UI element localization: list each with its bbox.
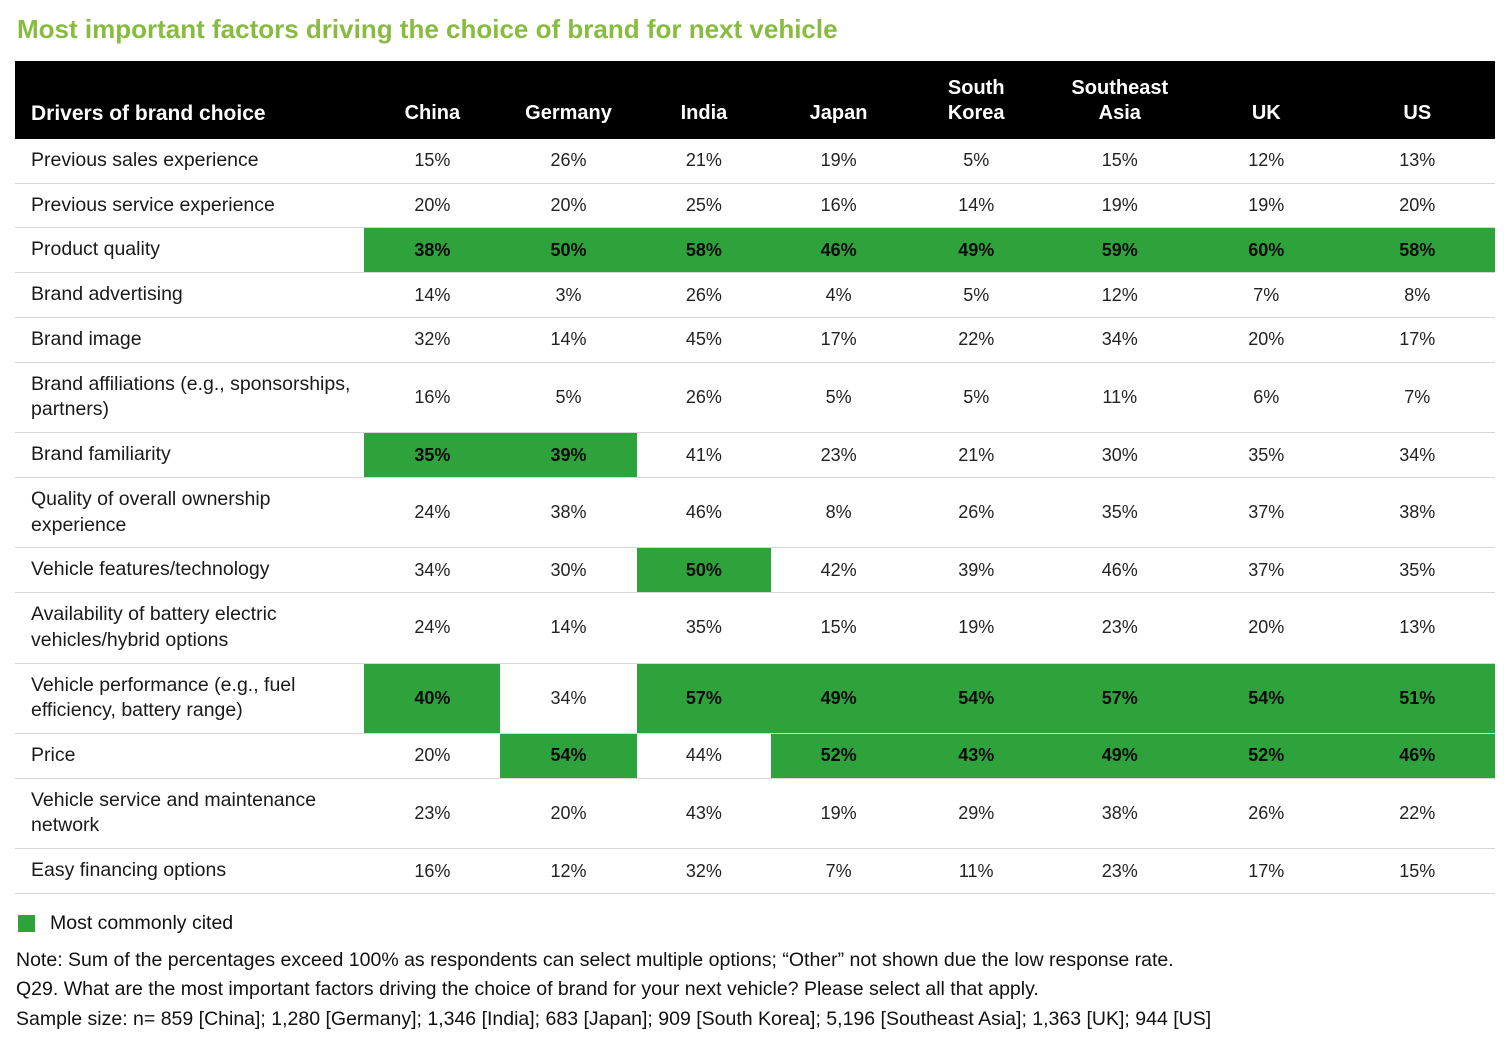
table-cell: 17% bbox=[771, 317, 906, 362]
table-cell: 54% bbox=[500, 734, 636, 779]
table-cell: 59% bbox=[1047, 228, 1194, 273]
table-cell: 42% bbox=[771, 548, 906, 593]
table-cell: 19% bbox=[1193, 183, 1340, 228]
table-row bbox=[15, 663, 1495, 733]
table-cell: 49% bbox=[1047, 734, 1194, 779]
table-cell: 15% bbox=[1047, 139, 1194, 183]
table-cell: 5% bbox=[906, 139, 1047, 183]
row-label: Availability of battery electric vehicles/hybrid options bbox=[15, 593, 364, 663]
table-cell: 20% bbox=[500, 183, 636, 228]
table-cell: 50% bbox=[500, 228, 636, 273]
table-cell: 15% bbox=[771, 593, 906, 663]
table-cell: 38% bbox=[500, 477, 636, 547]
chart-title: Most important factors driving the choice of brand for next vehicle bbox=[17, 14, 838, 44]
table-cell: 22% bbox=[906, 317, 1047, 362]
table-cell: 52% bbox=[771, 734, 906, 779]
table-cell: 43% bbox=[637, 778, 772, 848]
note-text: Note: Sum of the percentages exceed 100% as respondents can select multiple options; “Other” not shown due the low response rate. bbox=[16, 948, 1174, 971]
table-cell: 23% bbox=[1047, 593, 1194, 663]
table-cell: 35% bbox=[637, 593, 772, 663]
column-header-south-korea: South Korea bbox=[906, 61, 1047, 139]
table-cell: 25% bbox=[637, 183, 772, 228]
table-cell: 16% bbox=[364, 362, 500, 432]
table-cell: 3% bbox=[500, 273, 636, 318]
table-cell: 11% bbox=[1047, 362, 1194, 432]
table-cell: 7% bbox=[771, 849, 906, 894]
table-row bbox=[15, 433, 1495, 478]
column-header-southeast-asia: Southeast Asia bbox=[1047, 61, 1194, 139]
table-row bbox=[15, 228, 1495, 273]
table-cell: 12% bbox=[500, 849, 636, 894]
table-row bbox=[15, 183, 1495, 228]
table-cell: 41% bbox=[637, 433, 772, 478]
table-cell: 5% bbox=[906, 362, 1047, 432]
table-cell: 23% bbox=[1047, 849, 1194, 894]
table-cell: 46% bbox=[637, 477, 772, 547]
table-cell: 12% bbox=[1047, 273, 1194, 318]
table-cell: 40% bbox=[364, 663, 500, 733]
row-label: Vehicle performance (e.g., fuel efficiency, battery range) bbox=[15, 663, 364, 733]
table-cell: 21% bbox=[906, 433, 1047, 478]
data-table bbox=[15, 61, 1495, 894]
table-cell: 20% bbox=[500, 778, 636, 848]
table-cell: 30% bbox=[1047, 433, 1194, 478]
table-cell: 46% bbox=[771, 228, 906, 273]
table-row bbox=[15, 778, 1495, 848]
table-cell: 38% bbox=[1047, 778, 1194, 848]
sample-size-text: Sample size: n= 859 [China]; 1,280 [Germany]; 1,346 [India]; 683 [Japan]; 909 [South Korea]; 5,196 [Southeast Asia]; 1,363 [UK]; 944 [US] bbox=[16, 1007, 1212, 1030]
table-cell: 60% bbox=[1193, 228, 1340, 273]
table-cell: 26% bbox=[637, 362, 772, 432]
column-header-uk: UK bbox=[1193, 61, 1340, 139]
table-row bbox=[15, 548, 1495, 593]
row-label: Previous sales experience bbox=[15, 139, 364, 183]
table-cell: 6% bbox=[1193, 362, 1340, 432]
table-cell: 19% bbox=[771, 139, 906, 183]
table-cell: 54% bbox=[906, 663, 1047, 733]
row-label: Easy financing options bbox=[15, 849, 364, 894]
table-cell: 7% bbox=[1340, 362, 1495, 432]
table-cell: 50% bbox=[637, 548, 772, 593]
table-cell: 38% bbox=[364, 228, 500, 273]
row-label: Vehicle features/technology bbox=[15, 548, 364, 593]
table-cell: 35% bbox=[1047, 477, 1194, 547]
legend-swatch-green bbox=[18, 915, 35, 932]
table-cell: 16% bbox=[364, 849, 500, 894]
table-row bbox=[15, 317, 1495, 362]
table-cell: 44% bbox=[637, 734, 772, 779]
table-cell: 34% bbox=[500, 663, 636, 733]
table-cell: 20% bbox=[364, 183, 500, 228]
row-label: Quality of overall ownership experience bbox=[15, 477, 364, 547]
table-cell: 14% bbox=[500, 593, 636, 663]
table-cell: 15% bbox=[1340, 849, 1495, 894]
table-cell: 32% bbox=[364, 317, 500, 362]
row-label: Product quality bbox=[15, 228, 364, 273]
table-cell: 46% bbox=[1340, 734, 1495, 779]
table-cell: 23% bbox=[364, 778, 500, 848]
table-cell: 34% bbox=[1340, 433, 1495, 478]
table-cell: 23% bbox=[771, 433, 906, 478]
table-cell: 17% bbox=[1193, 849, 1340, 894]
table-cell: 43% bbox=[906, 734, 1047, 779]
table-cell: 17% bbox=[1340, 317, 1495, 362]
table-cell: 16% bbox=[771, 183, 906, 228]
table-cell: 34% bbox=[1047, 317, 1194, 362]
table-cell: 8% bbox=[1340, 273, 1495, 318]
table-cell: 20% bbox=[1193, 317, 1340, 362]
table-cell: 37% bbox=[1193, 477, 1340, 547]
table-cell: 14% bbox=[906, 183, 1047, 228]
table-cell: 49% bbox=[771, 663, 906, 733]
table-cell: 26% bbox=[906, 477, 1047, 547]
table-cell: 58% bbox=[1340, 228, 1495, 273]
table-cell: 34% bbox=[364, 548, 500, 593]
table-cell: 19% bbox=[906, 593, 1047, 663]
table-cell: 14% bbox=[364, 273, 500, 318]
table-cell: 19% bbox=[771, 778, 906, 848]
row-label: Brand affiliations (e.g., sponsorships, partners) bbox=[15, 362, 364, 432]
table-cell: 20% bbox=[1340, 183, 1495, 228]
table-cell: 14% bbox=[500, 317, 636, 362]
row-label: Brand advertising bbox=[15, 273, 364, 318]
row-label: Brand image bbox=[15, 317, 364, 362]
table-row bbox=[15, 593, 1495, 663]
table-row bbox=[15, 273, 1495, 318]
table-cell: 39% bbox=[906, 548, 1047, 593]
question-text: Q29. What are the most important factors driving the choice of brand for your next vehicle? Please select all that apply. bbox=[16, 978, 1039, 1001]
table-cell: 30% bbox=[500, 548, 636, 593]
column-header-india: India bbox=[637, 61, 772, 139]
table-cell: 20% bbox=[364, 734, 500, 779]
table-cell: 5% bbox=[500, 362, 636, 432]
table-cell: 38% bbox=[1340, 477, 1495, 547]
legend-label: Most commonly cited bbox=[50, 911, 234, 934]
row-label: Previous service experience bbox=[15, 183, 364, 228]
table-cell: 15% bbox=[364, 139, 500, 183]
table-cell: 7% bbox=[1193, 273, 1340, 318]
row-label: Vehicle service and maintenance network bbox=[15, 778, 364, 848]
table-row bbox=[15, 362, 1495, 432]
table-cell: 12% bbox=[1193, 139, 1340, 183]
column-header-germany: Germany bbox=[500, 61, 636, 139]
table-cell: 5% bbox=[771, 362, 906, 432]
table-cell: 52% bbox=[1193, 734, 1340, 779]
table-cell: 22% bbox=[1340, 778, 1495, 848]
table-cell: 13% bbox=[1340, 139, 1495, 183]
table-cell: 54% bbox=[1193, 663, 1340, 733]
table-cell: 8% bbox=[771, 477, 906, 547]
table-row bbox=[15, 139, 1495, 183]
table-cell: 20% bbox=[1193, 593, 1340, 663]
table-cell: 19% bbox=[1047, 183, 1194, 228]
table-cell: 35% bbox=[1340, 548, 1495, 593]
table-row bbox=[15, 849, 1495, 894]
table-header-row bbox=[15, 61, 1495, 139]
table-cell: 24% bbox=[364, 593, 500, 663]
row-label: Brand familiarity bbox=[15, 433, 364, 478]
table-cell: 11% bbox=[906, 849, 1047, 894]
table-cell: 58% bbox=[637, 228, 772, 273]
table-cell: 46% bbox=[1047, 548, 1194, 593]
column-header-china: China bbox=[364, 61, 500, 139]
table-cell: 26% bbox=[500, 139, 636, 183]
table-cell: 21% bbox=[637, 139, 772, 183]
table-cell: 5% bbox=[906, 273, 1047, 318]
table-cell: 35% bbox=[1193, 433, 1340, 478]
table-cell: 32% bbox=[637, 849, 772, 894]
table-cell: 26% bbox=[637, 273, 772, 318]
row-label: Price bbox=[15, 734, 364, 779]
table-cell: 51% bbox=[1340, 663, 1495, 733]
table-cell: 57% bbox=[637, 663, 772, 733]
table-cell: 37% bbox=[1193, 548, 1340, 593]
table-cell: 57% bbox=[1047, 663, 1194, 733]
table-cell: 49% bbox=[906, 228, 1047, 273]
table-cell: 45% bbox=[637, 317, 772, 362]
table-cell: 4% bbox=[771, 273, 906, 318]
column-header-us: US bbox=[1340, 61, 1495, 139]
table-row bbox=[15, 477, 1495, 547]
table-cell: 24% bbox=[364, 477, 500, 547]
table-cell: 35% bbox=[364, 433, 500, 478]
column-header-japan: Japan bbox=[771, 61, 906, 139]
table-cell: 39% bbox=[500, 433, 636, 478]
table-cell: 29% bbox=[906, 778, 1047, 848]
row-header: Drivers of brand choice bbox=[15, 61, 364, 139]
legend bbox=[18, 912, 1495, 935]
table-cell: 13% bbox=[1340, 593, 1495, 663]
table-row bbox=[15, 734, 1495, 779]
table-cell: 26% bbox=[1193, 778, 1340, 848]
